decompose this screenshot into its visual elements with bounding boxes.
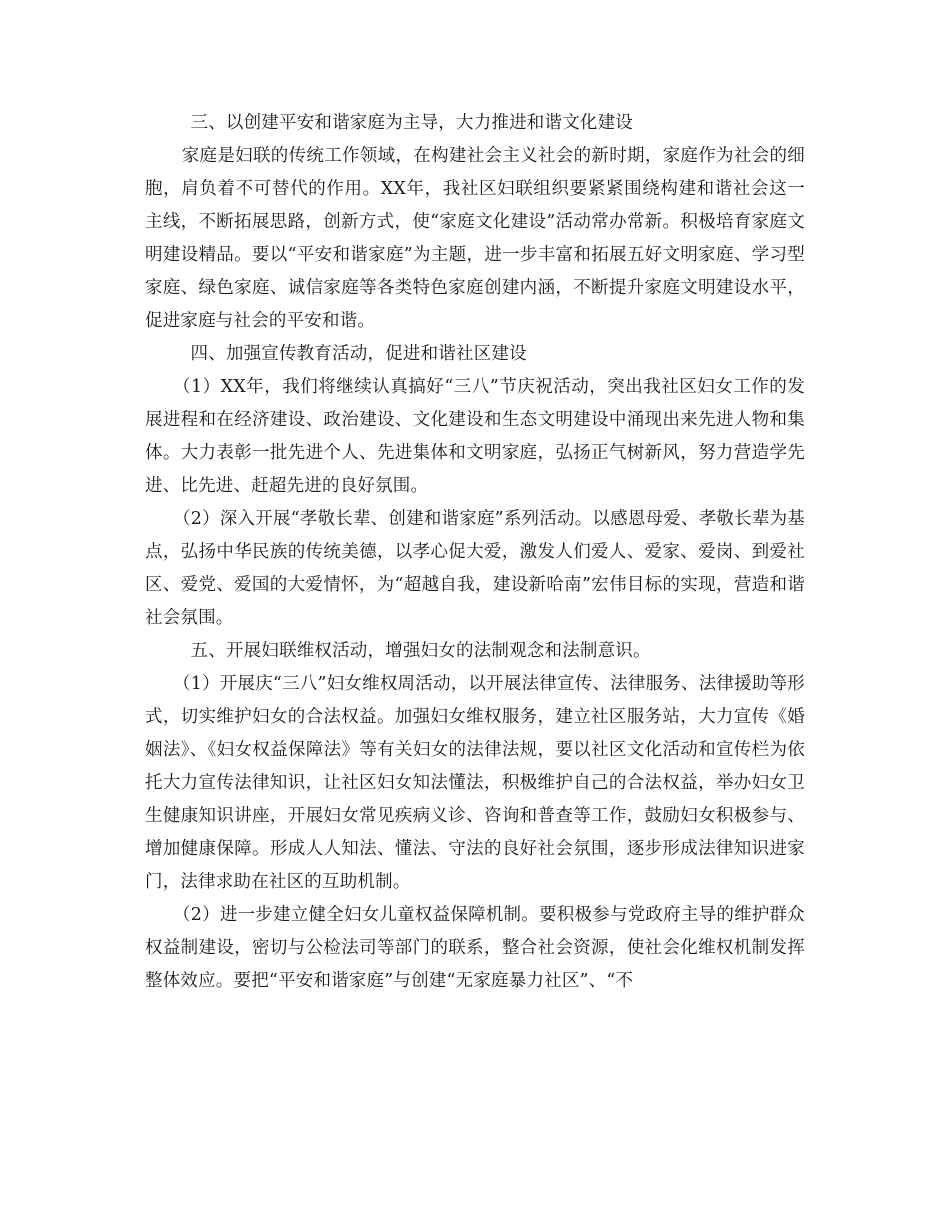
section-heading-3: 三、以创建平安和谐家庭为主导，大力推进和谐文化建设: [190, 113, 633, 133]
paragraph-family-culture: 家庭是妇联的传统工作领域，在构建社会主义社会的新时期，家庭作为社会的细胞，肩负着不可替代的作用。XX年，我社区妇联组织要紧紧围绕构建和谐社会这一主线，不断拓展思路，创新方式，使“家庭文化建设”活动常办常新。积极培育家庭文明建设精品。要以“平安和谐家庭”为主题，进一步丰富和拓展五好文明家庭、学习型家庭、绿色家庭、诚信家庭等各类特色家庭创建内涵，不断提升家庭文明建设水平，促进家庭与社会的平安和谐。: [145, 146, 805, 331]
section-heading-4: 四、加强宣传教育活动，促进和谐社区建设: [190, 344, 527, 364]
document-body: [145, 107, 805, 998]
paragraph-item-4-1: （1）XX年，我们将继续认真搞好“三八”节庆祝活动，突出我社区妇女工作的发展进程和在经济建设、政治建设、文化建设和生态文明建设中涌现出来先进人物和集体。大力表彰一批先进个人、先进集体和文明家庭，弘扬正气树新风，努力营造学先进、比先进、赶超先进的良好氛围。: [145, 377, 805, 496]
section-heading-5: 五、开展妇联维权活动，增强妇女的法制观念和法制意识。: [190, 641, 651, 661]
paragraph-item-5-2: （2）进一步建立健全妇女儿童权益保障机制。要积极参与党政府主导的维护群众权益制建设，密切与公检法司等部门的联系，整合社会资源，使社会化维权机制发挥整体效应。要把“平安和谐家庭”与创建“无家庭暴力社区”、“不: [145, 905, 805, 991]
paragraph-item-4-2: （2）深入开展“孝敬长辈、创建和谐家庭”系列活动。以感恩母爱、孝敬长辈为基点，弘扬中华民族的传统美德，以孝心促大爱，激发人们爱人、爱家、爱岗、到爱社区、爱党、爱国的大爱情怀，为“超越自我，建设新哈南”宏伟目标的实现，营造和谐社会氛围。: [145, 509, 805, 628]
paragraph-item-5-1: （1）开展庆“三八”妇女维权周活动，以开展法律宣传、法律服务、法律援助等形式，切实维护妇女的合法权益。加强妇女维权服务，建立社区服务站，大力宣传《婚姻法》、《妇女权益保障法》等有关妇女的法律法规，要以社区文化活动和宣传栏为依托大力宣传法律知识，让社区妇女知法懂法，积极维护自己的合法权益，举办妇女卫生健康知识讲座，开展妇女常见疾病义诊、咨询和普查等工作，鼓励妇女积极参与、增加健康保障。形成人人知法、懂法、守法的良好社会氛围，逐步形成法律知识进家门，法律求助在社区的互助机制。: [145, 674, 805, 892]
